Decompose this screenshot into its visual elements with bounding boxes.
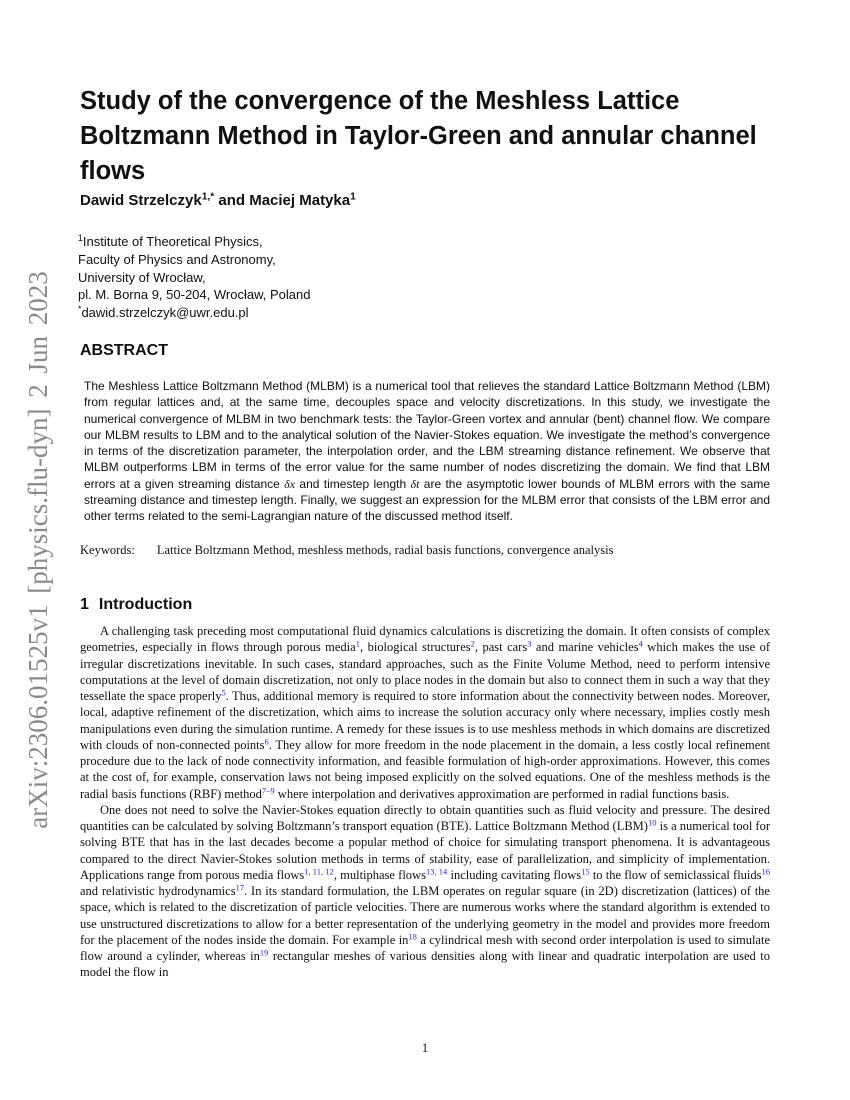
author-joiner: and — [214, 192, 250, 209]
citation-link[interactable]: 1 — [355, 638, 360, 649]
citation-link[interactable]: 17 — [235, 882, 245, 893]
email-marker: * — [78, 304, 82, 315]
citation-link[interactable]: 19 — [259, 947, 269, 958]
citation-link[interactable]: 16 — [761, 866, 771, 877]
author-affiliation-marker: 1,* — [201, 191, 215, 203]
citation-link[interactable]: 1, 11, 12 — [304, 866, 334, 877]
body-paragraph: One does not need to solve the Navier-Stokes equation directly to obtain quantities such as fluid velocity and pressure. The desired quantities can be calculated by solving Boltzmann’s transport equation (BTE). Lattice Boltzmann Method (LBM)$^{10}$ is a numerical tool for solving BTE that has in the last decades become a popular method of choice for simulating transport phenomena. It is advantageous compared to the direct Navier-Stokes solution methods in terms of stability, ease of parallelization, and simplicity of implementation. Applications range from porous media flows$^{1, 11, 12}$, multiphase flows$^{13, 14}$ including cavitating flows$^{15}$ to the flow of semiclassical fluids$^{16}$ and relativistic hydrodynamics$^{17}$. In its standard formulation, the LBM operates on regular square (in 2D) discretization (lattices) of the space, which is related to the discretization of particle velocities. There are numerous works where the standard algorithm is extended to use unstructured discretizations to allow for a better representation of the underlying geometry in the model and provides more freedom for the placement of the nodes inside the domain. For example in$^{18}$ a cylindrical mesh with second order interpolation is used to simulate flow around a cylinder, whereas in$^{19}$ rectangular meshes of various densities along with linear and quadratic interpolation are used to model the flow in — [80, 802, 771, 980]
abstract-heading: ABSTRACT — [80, 342, 168, 359]
paper-title: Study of the convergence of the Meshless Lattice Boltzmann Method in Taylor-Green and annular channel flows — [80, 87, 757, 185]
body-paragraph: A challenging task preceding most computational fluid dynamics calculations is discretizing the domain. It often consists of complex geometries, especially in flows through porous media$^1$, biological structures$^2$, past cars$^3$ and marine vehicles$^4$ which makes the use of irregular discretizations inevitable. In such cases, standard approaches, such as the Finite Volume Method, need to perform intensive computations at the level of domain discretization, not only to place nodes in the domain but also to connect them in such a way that they tessellate the space properly$^5$. Thus, additional memory is required to store information about the connectivity between nodes. Moreover, local, adaptive refinement of the discretization, which aims to increase the solution accuracy only where necessary, implies costly mesh manipulations even during the simulation runtime. A remedy for these issues is to use meshless methods in which domains are discretized with clouds of non-connected points$^6$. They allow for more freedom in the node placement in the domain, a less costly local refinement procedure due to the lack of node connectivity information, and feasible formulation of high-order approximations. However, this comes at the cost of, for example, conservation laws not being imposed explicitly on the solved equations. One of the meshless methods is the radial basis functions (RBF) method$^{7-9}$ where interpolation and derivatives approximation are performed in radial functions basis. — [80, 624, 770, 801]
author-name: Maciej Matyka — [249, 192, 351, 209]
math-symbol: δx — [284, 476, 296, 491]
section-title: Introduction — [98, 596, 193, 613]
citation-link[interactable]: 18 — [408, 931, 417, 942]
affiliation-line: Institute of Theoretical Physics, — [82, 234, 263, 249]
citation-link[interactable]: 4 — [638, 638, 643, 649]
affiliation-line: pl. M. Borna 9, 50-204, Wrocław, Poland — [78, 287, 311, 303]
citation-link[interactable]: 5 — [221, 687, 226, 698]
affiliation-line: University of Wrocław, — [78, 269, 206, 285]
author-affiliation-marker: 1 — [350, 191, 356, 203]
citation-link[interactable]: 15 — [581, 866, 590, 877]
abstract-text: The Meshless Lattice Boltzmann Method (MLBM) is a numerical tool that relieves the standard Lattice Boltzmann Method (LBM) from regular lattices and, at the same time, decouples space and velocity discretizations. In this study, we investigate the numerical convergence of MLBM in two benchmark tests: the Taylor-Green vortex and annular (bent) channel flow. We compare our MLBM results to LBM and to the analytical solution of the Navier-Stokes equation. We investigate the method’s convergence in terms of the discretization parameter, the interpolation order, and the LBM streaming distance refinement. We observe that MLBM outperforms LBM in terms of the error value for the same number of nodes discretizing the domain. We find that LBM errors at a given streaming distance δx and timestep length δt are the asymptotic lower bounds of MLBM errors with the same streaming distance and timestep length. Finally, we suggest an expression for the MLBM error that consists of the LBM error and other terms related to the semi-Lagrangian nature of the discussed method itself. — [84, 379, 771, 524]
citation-link[interactable]: 7–9 — [261, 784, 275, 795]
affiliation-marker: 1 — [78, 233, 83, 244]
section-heading — [80, 596, 192, 614]
citation-link[interactable]: 13, 14 — [425, 866, 448, 877]
math-symbol: δt — [410, 476, 420, 491]
arxiv-identifier-stamp: arXiv:2306.01525v1 [physics.flu-dyn] 2 Jun 2023 — [23, 271, 53, 829]
affiliation-line: Faculty of Physics and Astronomy, — [78, 251, 276, 267]
introduction-body — [80, 623, 770, 981]
author-name: Dawid Strzelczyk — [80, 192, 202, 209]
keywords-label: Keywords: — [80, 543, 135, 557]
citation-link[interactable]: 3 — [527, 638, 532, 649]
author-email: dawid.strzelczyk@uwr.edu.pl — [81, 305, 249, 321]
keywords-text: Lattice Boltzmann Method, meshless methods, radial basis functions, convergence analysis — [156, 543, 614, 557]
keywords-line — [80, 543, 613, 558]
affiliation-block — [78, 233, 310, 322]
author-list — [80, 192, 356, 209]
citation-link[interactable]: 2 — [470, 638, 475, 649]
section-number: 1 — [80, 596, 89, 613]
page-number: 1 — [421, 1041, 429, 1055]
citation-link[interactable]: 10 — [647, 817, 657, 828]
citation-link[interactable]: 6 — [264, 736, 269, 747]
